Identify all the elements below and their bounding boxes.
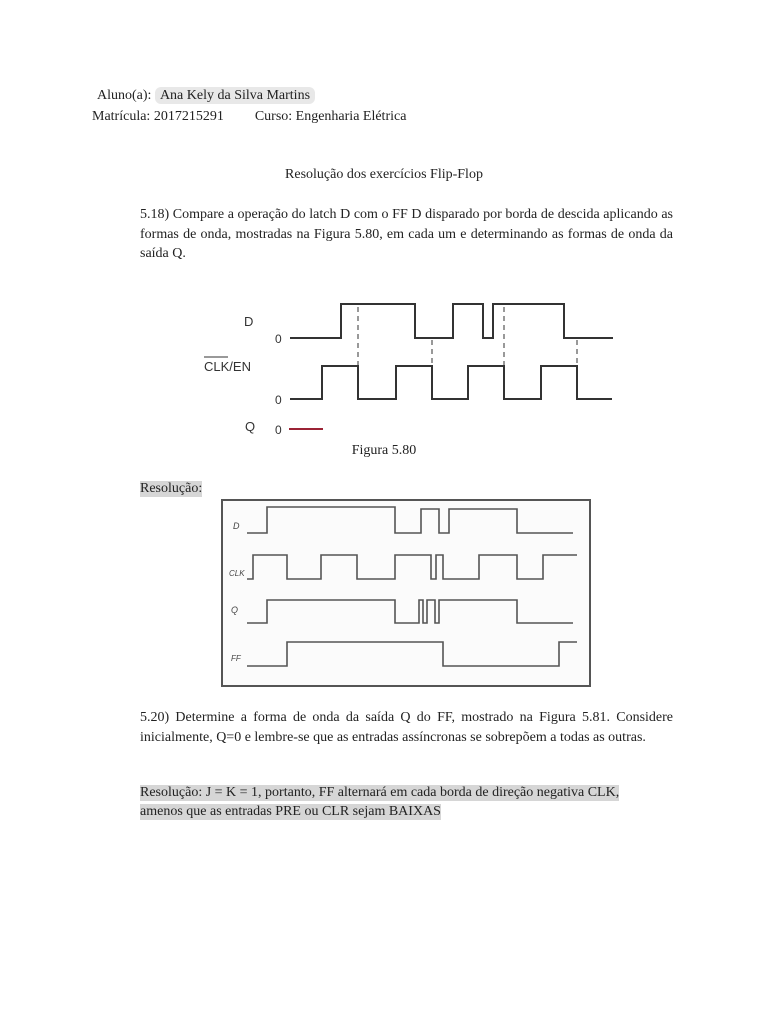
res-label-d: D (233, 521, 240, 531)
resolution2-line1: Resolução: J = K = 1, portanto, FF alternará em cada borda de direção negativa CLK, (140, 785, 620, 800)
fig-zero-clk: 0 (275, 393, 282, 407)
question-5-18: 5.18) Compare a operação do latch D com o FF D disparado por borda de descida aplicando as formas de onda, mostradas na Figura 5.80, em cada um e determinando as formas de onda da saída Q. (140, 207, 673, 261)
curso-label: Curso: (254, 109, 293, 124)
student-line (97, 88, 315, 104)
figure-caption: Figura 5.80 (351, 443, 417, 458)
res-label-q: Q (231, 605, 239, 615)
question-5-20: 5.20) Determine a forma de onda da saída Q do FF, mostrado na Figura 5.81. Considere inicialmente, Q=0 e lembre-se que as entradas assíncronas se sobrepõem a todas as outras. (140, 710, 673, 745)
res-label-clk: CLK (229, 569, 245, 578)
fig-label-q: Q (245, 419, 256, 434)
res-label-ff: FF (231, 654, 241, 663)
document-title: Resolução dos exercícios Flip-Flop (285, 167, 483, 182)
student-label: Aluno(a): (97, 88, 152, 103)
curso-value: Engenharia Elétrica (295, 109, 407, 124)
timing-markers (358, 307, 577, 365)
waveform-d (290, 304, 613, 338)
matricula-value: 2017215291 (153, 109, 224, 124)
figure-5-80 (0, 295, 768, 437)
fig-zero-d: 0 (275, 332, 282, 346)
enrollment-line (92, 109, 406, 125)
fig-zero-q: 0 (275, 423, 282, 437)
resolution-waveforms (221, 499, 591, 687)
fig-label-d: D (244, 314, 254, 329)
matricula-label: Matrícula: (92, 109, 151, 124)
waveform-clk (290, 366, 612, 399)
resolution-label: Resolução: (140, 481, 203, 496)
fig-label-clk: CLK/EN (204, 359, 251, 374)
resolution2-line2: amenos que as entradas PRE ou CLR sejam BAIXAS (140, 804, 441, 819)
student-name: Ana Kely da Silva Martins (155, 87, 315, 104)
